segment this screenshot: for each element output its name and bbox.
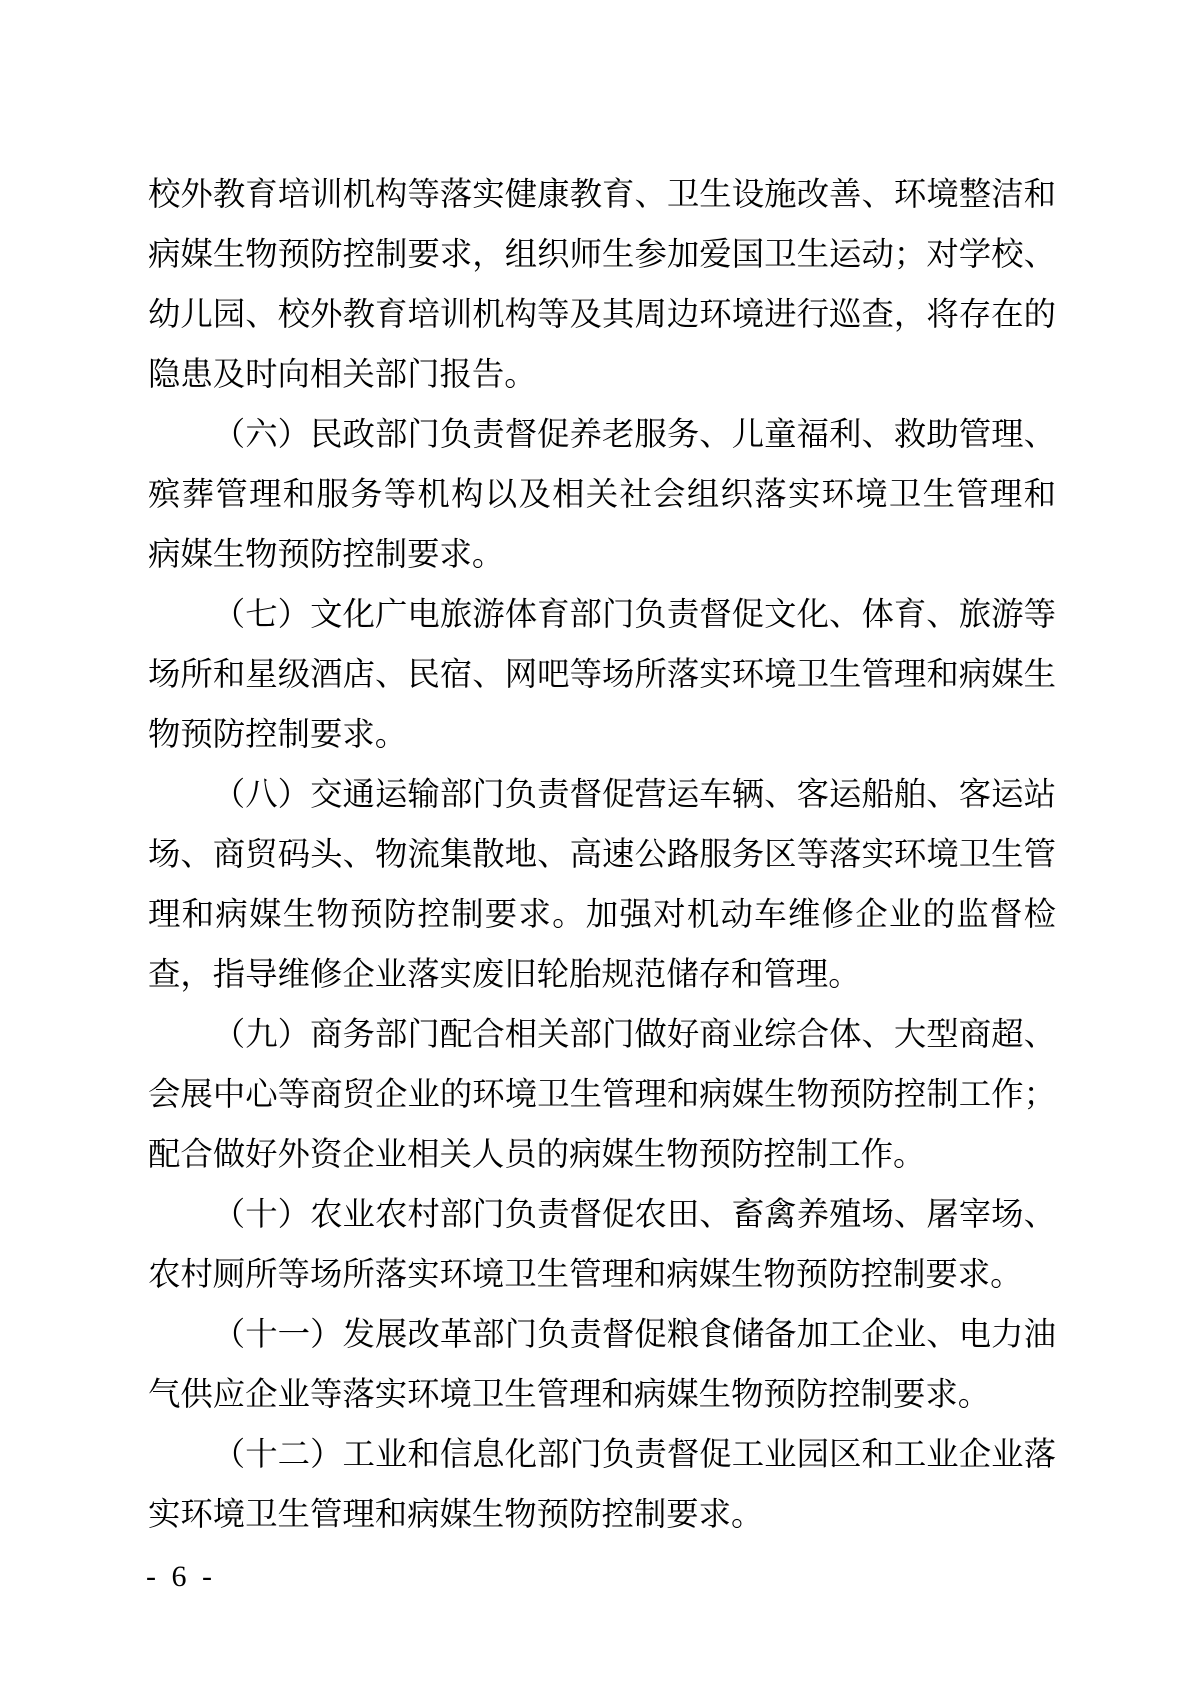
text-line: 实环境卫生管理和病媒生物预防控制要求。 xyxy=(148,1497,764,1533)
paragraph xyxy=(148,165,1056,405)
text-line: （七）文化广电旅游体育部门负责督促文化、体育、旅游等 xyxy=(212,597,1056,633)
text-line: （十）农业农村部门负责督促农田、畜禽养殖场、屠宰场、 xyxy=(212,1197,1056,1233)
text-line: 农村厕所等场所落实环境卫生管理和病媒生物预防控制要求。 xyxy=(148,1257,1023,1293)
text-line: 理和病媒生物预防控制要求。加强对机动车维修企业的监督检 xyxy=(148,897,1056,933)
text-line: 幼儿园、校外教育培训机构等及其周边环境进行巡查，将存在的 xyxy=(148,297,1056,333)
text-line: （九）商务部门配合相关部门做好商业综合体、大型商超、 xyxy=(212,1017,1056,1053)
page-footer xyxy=(146,1562,216,1592)
text-line: 气供应企业等落实环境卫生管理和病媒生物预防控制要求。 xyxy=(148,1377,991,1413)
paragraph xyxy=(148,1305,1056,1425)
text-line: 隐患及时向相关部门报告。 xyxy=(148,357,537,393)
text-line: 会展中心等商贸企业的环境卫生管理和病媒生物预防控制工作； xyxy=(148,1077,1056,1113)
text-line: 病媒生物预防控制要求。 xyxy=(148,537,505,573)
text-line: 查，指导维修企业落实废旧轮胎规范储存和管理。 xyxy=(148,957,861,993)
text-line: 校外教育培训机构等落实健康教育、卫生设施改善、环境整洁和 xyxy=(148,177,1056,213)
paragraph xyxy=(148,1005,1056,1185)
paragraph xyxy=(148,585,1056,765)
text-line: （六）民政部门负责督促养老服务、儿童福利、救助管理、 xyxy=(212,417,1056,453)
text-line: （十二）工业和信息化部门负责督促工业园区和工业企业落 xyxy=(212,1437,1056,1473)
paragraph xyxy=(148,1425,1056,1545)
text-line: 场、商贸码头、物流集散地、高速公路服务区等落实环境卫生管 xyxy=(148,837,1056,873)
text-line: 病媒生物预防控制要求，组织师生参加爱国卫生运动；对学校、 xyxy=(148,237,1056,273)
text-line: （八）交通运输部门负责督促营运车辆、客运船舶、客运站 xyxy=(212,777,1056,813)
document-body xyxy=(148,165,1056,1545)
text-line: 物预防控制要求。 xyxy=(148,717,408,753)
text-line: （十一）发展改革部门负责督促粮食储备加工企业、电力油 xyxy=(212,1317,1056,1353)
text-line: 殡葬管理和服务等机构以及相关社会组织落实环境卫生管理和 xyxy=(148,477,1056,513)
text-line: 配合做好外资企业相关人员的病媒生物预防控制工作。 xyxy=(148,1137,926,1173)
paragraph xyxy=(148,405,1056,585)
paragraph xyxy=(148,765,1056,1005)
page-number: - 6 - xyxy=(146,1560,216,1593)
paragraph xyxy=(148,1185,1056,1305)
text-line: 场所和星级酒店、民宿、网吧等场所落实环境卫生管理和病媒生 xyxy=(148,657,1056,693)
